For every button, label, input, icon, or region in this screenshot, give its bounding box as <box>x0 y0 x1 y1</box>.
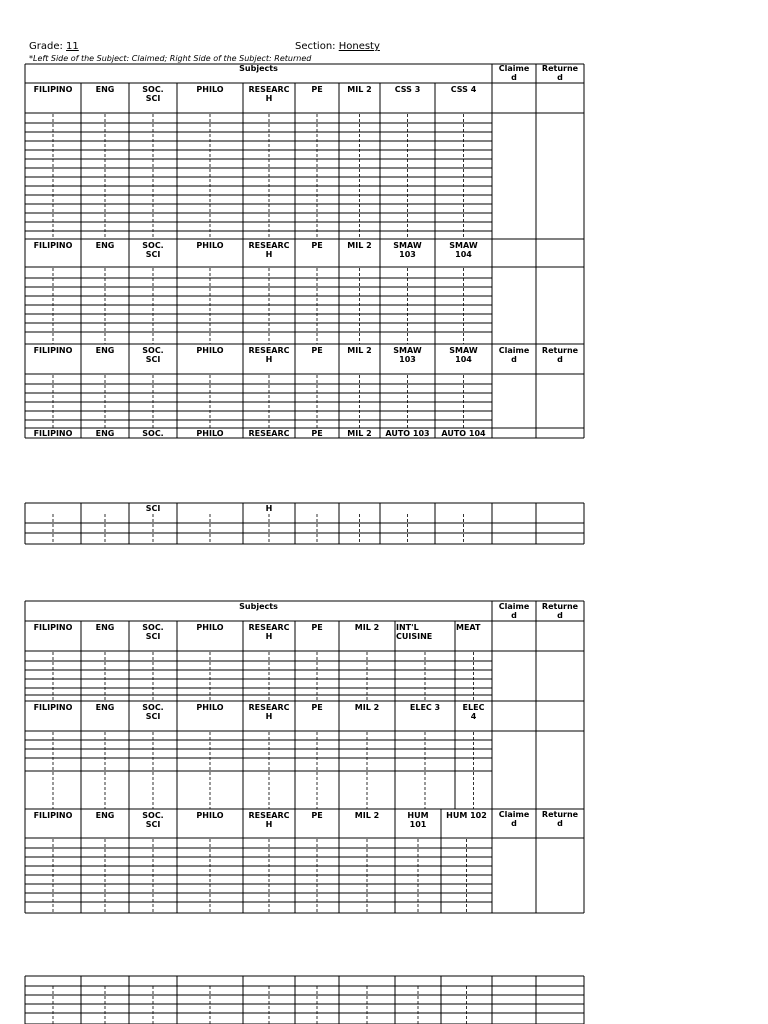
subject-header: MIL 2 <box>347 346 372 355</box>
subject-header: PE <box>311 241 323 250</box>
returned-header: Returne d <box>541 346 579 364</box>
claimed-header: Claime d <box>498 64 530 82</box>
grade-value: 11 <box>66 41 79 52</box>
returned-header: Returne d <box>541 810 579 828</box>
subject-header: MIL 2 <box>347 85 372 94</box>
subject-header: PHILO <box>196 241 224 250</box>
subject-header: ENG <box>95 703 115 712</box>
legend-note: *Left Side of the Subject: Claimed; Right Side of the Subject: Returned <box>29 54 312 63</box>
subject-header: INT'L CUISINE <box>396 623 433 641</box>
subject-header: SMAW 104 <box>449 346 478 364</box>
subject-header: PHILO <box>196 703 224 712</box>
subject-header: MEAT <box>456 623 481 632</box>
subject-header: SMAW 104 <box>449 241 478 259</box>
subject-header: PHILO <box>196 623 224 632</box>
claimed-header: Claime d <box>498 602 530 620</box>
returned-header: Returne d <box>541 602 579 620</box>
subject-header: ENG <box>95 623 115 632</box>
grade-field <box>29 41 79 53</box>
section-label: Section: <box>295 41 336 52</box>
subject-header: RESEARC H <box>248 85 290 103</box>
subject-header: ENG <box>95 346 115 355</box>
subject-header-cont: H <box>265 504 273 513</box>
subject-header: FILIPINO <box>33 623 73 632</box>
section-value: Honesty <box>338 41 380 52</box>
subject-header: AUTO 103 <box>385 429 430 438</box>
subject-header: SOC. SCI <box>142 811 164 829</box>
subject-header: RESEARC H <box>248 811 290 829</box>
subject-header: ENG <box>95 811 115 820</box>
returned-header: Returne d <box>541 64 579 82</box>
section-field <box>295 41 380 53</box>
subject-header: PE <box>311 811 323 820</box>
subject-header: RESEARC <box>248 429 290 438</box>
subject-header: CSS 4 <box>450 85 477 94</box>
subject-header: MIL 2 <box>354 623 380 632</box>
subject-header: SOC. SCI <box>142 85 164 103</box>
subject-header: FILIPINO <box>33 811 73 820</box>
subject-header: MIL 2 <box>347 241 372 250</box>
subject-header: PE <box>311 346 323 355</box>
subject-header: ENG <box>95 241 115 250</box>
subject-header: FILIPINO <box>33 241 73 250</box>
subject-header: SOC. SCI <box>142 623 164 641</box>
subject-header: MIL 2 <box>347 429 372 438</box>
subject-header: RESEARC H <box>248 623 290 641</box>
claimed-header: Claime d <box>498 810 530 828</box>
subject-header: FILIPINO <box>33 429 73 438</box>
subject-header: RESEARC H <box>248 346 290 364</box>
subject-header: FILIPINO <box>33 85 73 94</box>
subject-header: PE <box>311 429 323 438</box>
subject-header: MIL 2 <box>354 703 380 712</box>
subject-header: SOC. SCI <box>142 241 164 259</box>
subject-header: PE <box>311 623 323 632</box>
subject-header: ENG <box>95 429 115 438</box>
grade-label: Grade: <box>29 41 63 52</box>
subject-header: MIL 2 <box>354 811 380 820</box>
subject-header: RESEARC H <box>248 241 290 259</box>
subject-header: SOC. SCI <box>142 346 164 364</box>
subjects-header: Subjects <box>239 602 278 611</box>
subject-header: PHILO <box>196 811 224 820</box>
subject-header: PE <box>311 703 323 712</box>
subject-header: AUTO 104 <box>441 429 486 438</box>
subject-header: PHILO <box>196 346 224 355</box>
subject-header: PHILO <box>196 85 224 94</box>
subject-header: PHILO <box>196 429 224 438</box>
subject-header: FILIPINO <box>33 703 73 712</box>
subject-header: HUM 102 <box>446 811 487 820</box>
subject-header: SOC. SCI <box>142 703 164 721</box>
subject-header: RESEARC H <box>248 703 290 721</box>
subject-header-cont: SCI <box>145 504 161 513</box>
subject-header: ELEC 4 <box>462 703 485 721</box>
subject-header: SOC. <box>142 429 164 438</box>
subject-header: HUM 101 <box>407 811 429 829</box>
subject-header: FILIPINO <box>33 346 73 355</box>
subject-header: PE <box>311 85 323 94</box>
subject-header: SMAW 103 <box>393 346 422 364</box>
subject-header: CSS 3 <box>394 85 421 94</box>
subjects-header: Subjects <box>239 64 278 73</box>
subject-header: SMAW 103 <box>393 241 422 259</box>
subject-header: ENG <box>95 85 115 94</box>
claimed-header: Claime d <box>498 346 530 364</box>
subject-header: ELEC 3 <box>409 703 441 712</box>
